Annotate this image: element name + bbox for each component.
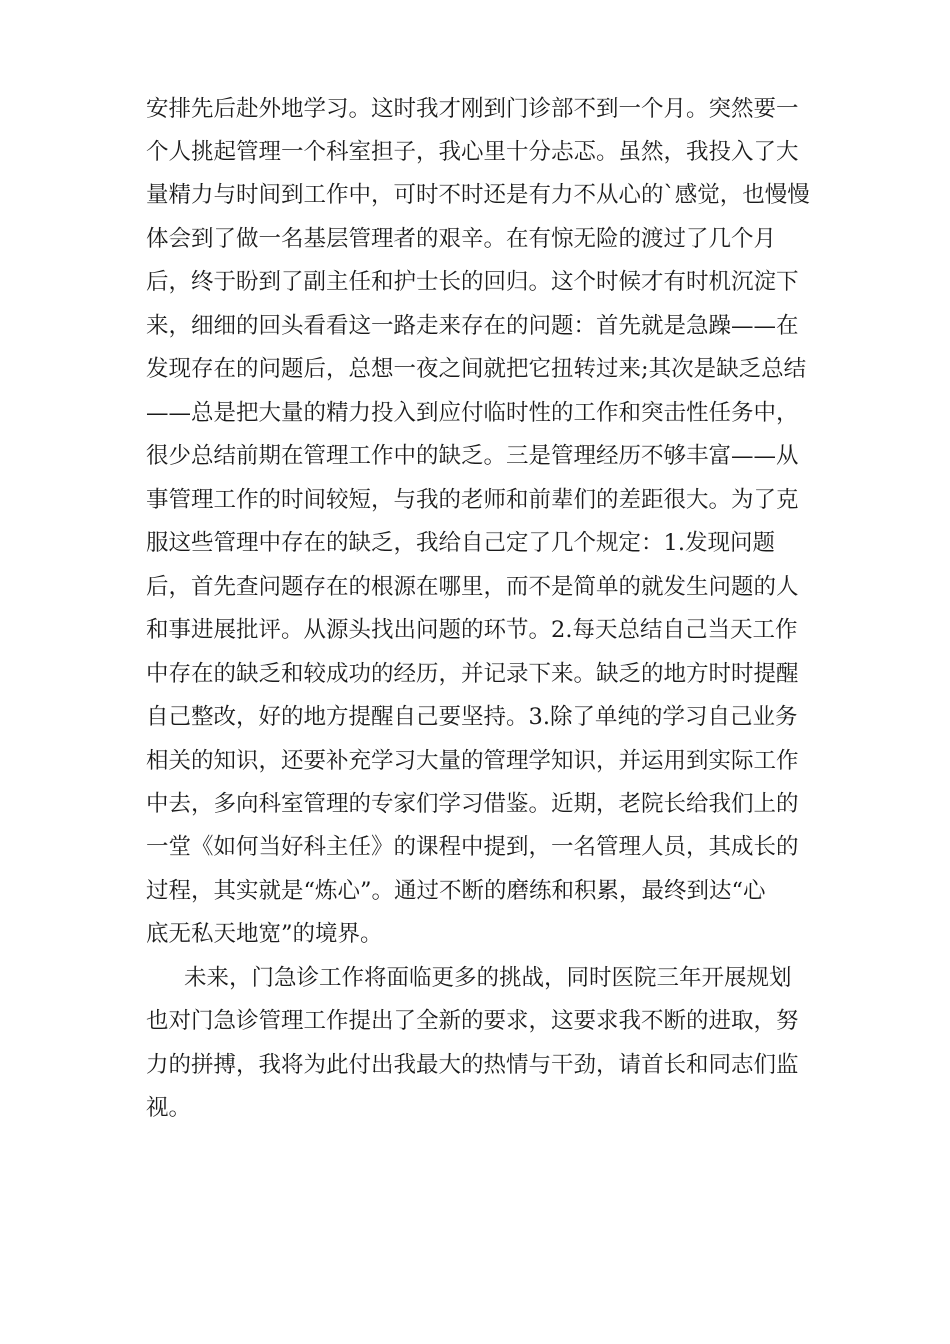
text-line: 个人挑起管理一个科室担子，我心里十分忐忑。虽然，我投入了大 bbox=[146, 139, 799, 165]
text-line: 自己整改，好的地方提醒自己要坚持。3.除了单纯的学习自己业务 bbox=[146, 704, 798, 730]
text-line: 很少总结前期在管理工作中的缺乏。三是管理经历不够丰富——从 bbox=[146, 443, 799, 469]
text-line: 体会到了做一名基层管理者的艰辛。在有惊无险的渡过了几个月 bbox=[146, 226, 777, 252]
text-line: 发现存在的问题后，总想一夜之间就把它扭转过来;其次是缺乏总结 bbox=[146, 356, 807, 382]
text-line: 服这些管理中存在的缺乏，我给自己定了几个规定：1.发现问题 bbox=[146, 530, 775, 556]
text-line: 一堂《如何当好科主任》的课程中提到，一名管理人员，其成长的 bbox=[146, 834, 799, 860]
text-line: 量精力与时间到工作中，可时不时还是有力不从心的`感觉，也慢慢 bbox=[146, 182, 810, 208]
text-line: 也对门急诊管理工作提出了全新的要求，这要求我不断的进取，努 bbox=[146, 1008, 799, 1034]
text-line: ——总是把大量的精力投入到应付临时性的工作和突击性任务中， bbox=[146, 400, 799, 426]
text-line: 事管理工作的时间较短，与我的老师和前辈们的差距很大。为了克 bbox=[146, 487, 799, 513]
text-line: 后，首先查问题存在的根源在哪里，而不是简单的就发生问题的人 bbox=[146, 574, 799, 600]
text-line: 后，终于盼到了副主任和护士长的回归。这个时候才有时机沉淀下 bbox=[146, 269, 799, 295]
text-line: 底无私天地宽”的境界。 bbox=[146, 921, 383, 947]
text-line: 相关的知识，还要补充学习大量的管理学知识，并运用到实际工作 bbox=[146, 748, 799, 774]
text-line: 过程，其实就是“炼心”。通过不断的磨练和积累，最终到达“心 bbox=[146, 878, 766, 904]
text-line: 视。 bbox=[146, 1095, 192, 1121]
paragraph-first-line: 未来，门急诊工作将面临更多的挑战，同时医院三年开展规划 bbox=[184, 965, 792, 991]
text-line: 安排先后赴外地学习。这时我才刚到门诊部不到一个月。突然要一 bbox=[146, 96, 799, 122]
text-line: 和事进展批评。从源头找出问题的环节。2.每天总结自己当天工作 bbox=[146, 617, 798, 643]
text-line: 来，细细的回头看看这一路走来存在的问题：首先就是急躁——在 bbox=[146, 313, 799, 339]
text-line: 中去，多向科室管理的专家们学习借鉴。近期，老院长给我们上的 bbox=[146, 791, 799, 817]
text-line: 力的拼搏，我将为此付出我最大的热情与干劲，请首长和同志们监 bbox=[146, 1052, 799, 1078]
text-line: 中存在的缺乏和较成功的经历，并记录下来。缺乏的地方时时提醒 bbox=[146, 661, 799, 687]
